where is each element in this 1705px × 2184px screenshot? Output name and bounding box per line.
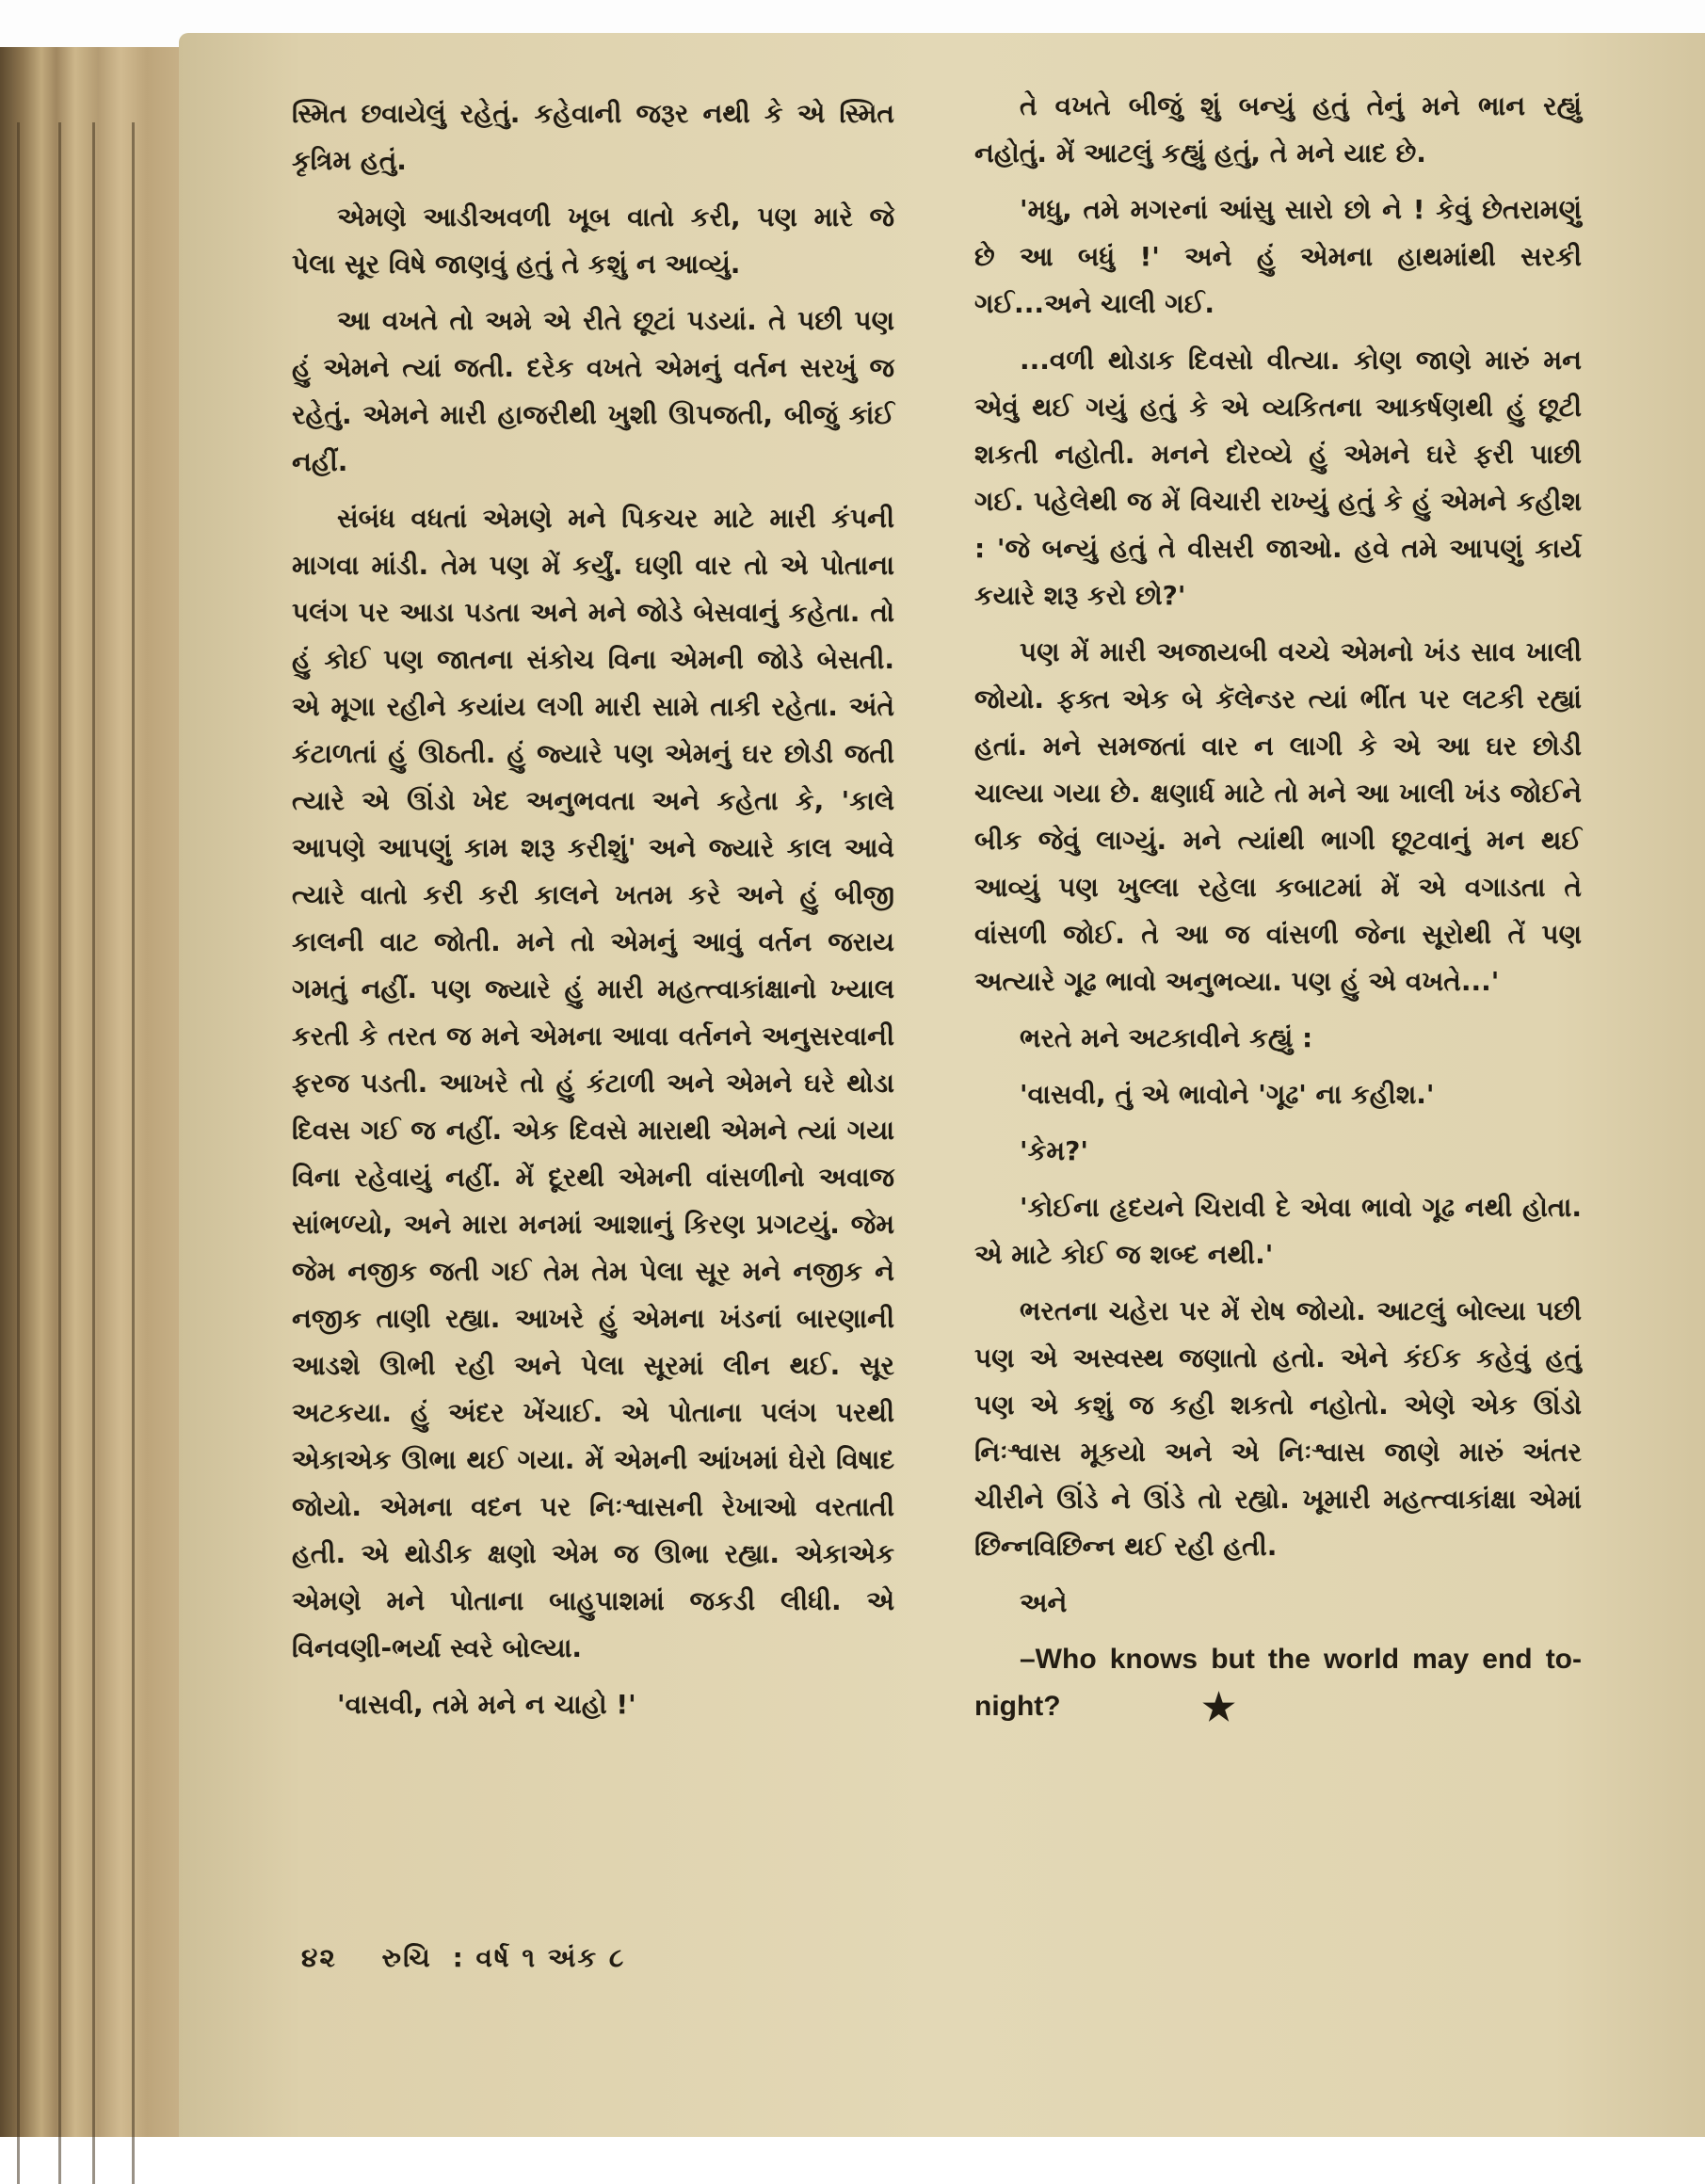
paragraph: 'વાસવી, તું એ ભાવોને 'ગૂઢ' ના કહીશ.' [1020,1079,1435,1110]
paragraph: ભરતે મને અટકાવીને કહ્યું : [1020,1022,1313,1053]
magazine-name: રુચિ [381,1942,432,1973]
page-footer [301,1942,659,1974]
page-number: ૪૨ [301,1942,337,1973]
star-icon: ★ [1201,1687,1236,1729]
page-edge-line [92,122,95,2184]
paragraph: પણ મેં મારી અજાયબી વચ્ચે એમનો ખંડ સાવ ખાલી જોયો. ફક્ત એક બે કૅલેન્ડર ત્યાં ભીંત પર લટકી રહ્યાં હતાં. મને સમજતાં વાર ન લાગી કે એ આ ઘર છોડી ચાલ્યા ગયા છે. ક્ષણાર્ધ માટે તો મને આ ખાલી ખંડ જોઈને બીક જેવું લાગ્યું. મને ત્યાંથી ભાગી છૂટવાનું મન થઈ આવ્યું પણ ખુલ્લા રહેલા કબાટમાં મેં એ વગાડતા તે વાંસળી જોઈ. તે આ જ વાંસળી જેના સૂરોથી તેં પણ અત્યારે ગૂઢ ભાવો અનુભવ્યા. પણ હું એ વખતે...' [974,636,1582,997]
paragraph: 'વાસવી, તમે મને ન ચાહો !' [337,1689,636,1720]
page-edge-line [132,122,135,2184]
issue-info: : વર્ષ ૧ અંક ૮ [452,1942,626,1973]
paragraph: ભરતના ચહેરા પર મેં રોષ જોયો. આટલું બોલ્યા પછી પણ એ અસ્વસ્થ જણાતો હતો. એને કંઈક કહેવું હતું પણ એ કશું જ કહી શકતો નહોતો. એણે એક ઊંડો નિઃશ્વાસ મૂકયો અને એ નિઃશ્વાસ જાણે મારું અંતર ચીરીને ઊંડે ને ઊંડે તો રહ્યો. ખૂમારી મહત્ત્વાકાંક્ષા એમાં છિન્નવિછિન્ન થઈ રહી હતી. [974,1295,1582,1562]
paragraph: એમણે આડીઅવળી ખૂબ વાતો કરી, પણ મારે જે પેલા સૂર વિષે જાણવું હતું તે કશું ન આવ્યું. [292,201,894,280]
paragraph: તે વખતે બીજું શું બન્યું હતું તેનું મને ભાન રહ્યું નહોતું. મેં આટલું કહ્યું હતું, તે મને યાદ છે. [974,90,1582,169]
book-page-edges [0,47,188,2137]
page-edge-line [17,122,20,2184]
right-text-column [974,83,1582,1731]
paragraph: 'મધુ, તમે મગરનાં આંસુ સારો છો ને ! કેવું છેતરામણું છે આ બધું !' અને હું એમના હાથમાંથી સરકી ગઈ...અને ચાલી ગઈ. [974,194,1582,319]
paragraph: અને [1020,1587,1068,1618]
paragraph: સંબંધ વધતાં એમણે મને પિકચર માટે મારી કંપની માગવા માંડી. તેમ પણ મેં કર્યું. ઘણી વાર તો એ પોતાના પલંગ પર આડા પડતા અને મને જોડે બેસવાનું કહેતા. તો હું કોઈ પણ જાતના સંકોચ વિના એમની જોડે બેસતી. એ મૂગા રહીને કયાંય લગી મારી સામે તાકી રહેતા. અંતે કંટાળતાં હું ઊઠતી. હું જ્યારે પણ એમનું ઘર છોડી જતી ત્યારે એ ઊંડો ખેદ અનુભવતા અને કહેતા કે, 'કાલે આપણે આપણું કામ શરૂ કરીશું' અને જ્યારે કાલ આવે ત્યારે વાતો કરી કરી કાલને ખતમ કરે અને હું બીજી કાલની વાટ જોતી. મને તો એમનું આવું વર્તન જરાય ગમતું નહીં. પણ જ્યારે હું મારી મહત્ત્વાકાંક્ષાનો ખ્યાલ કરતી કે તરત જ મને એમના આવા વર્તનને અનુસરવાની ફરજ પડતી. આખરે તો હું કંટાળી અને એમને ઘરે થોડા દિવસ ગઈ જ નહીં. એક દિવસે મારાથી એમને ત્યાં ગયા વિના રહેવાયું નહીં. મેં દૂરથી એમની વાંસળીનો અવાજ સાંભળ્યો, અને મારા મનમાં આશાનું કિરણ પ્રગટયું. જેમ જેમ નજીક જતી ગઈ તેમ તેમ પેલા સૂર મને નજીક ને નજીક તાણી રહ્યા. આખરે હું એમના ખંડનાં બારણાની આડશે ઊભી રહી અને પેલા સૂરમાં લીન થઈ. સૂર અટકયા. હું અંદર ખેંચાઈ. એ પોતાના પલંગ પરથી એકાએક ઊભા થઈ ગયા. મેં એમની આંખમાં ઘેરો વિષાદ જોયો. એમના વદન પર નિઃશ્વાસની રેખાઓ વરતાતી હતી. એ થોડીક ક્ષણો એમ જ ઊભા રહ્યા. એકાએક એમણે મને પોતાના બાહુપાશમાં જકડી લીધી. એ વિનવણી-ભર્યા સ્વરે બોલ્યા. [292,503,894,1663]
closing-quote [974,1636,1582,1731]
paragraph: સ્મિત છવાયેલું રહેતું. કહેવાની જરૂર નથી કે એ સ્મિત કૃત્રિમ હતું. [292,98,894,176]
left-text-column [292,90,894,1728]
page-edge-line [58,122,61,2184]
paragraph: ...વળી થોડાક દિવસો વીત્યા. કોણ જાણે મારું મન એવું થઈ ગયું હતું કે એ વ્યકિતના આકર્ષણથી હું છૂટી શકતી નહોતી. મનને દોરવ્યે હું એમને ઘરે ફરી પાછી ગઈ. પહેલેથી જ મેં વિચારી રાખ્યું હતું કે હું એમને કહીશ : 'જે બન્યું હતું તે વીસરી જાઓ. હવે તમે આપણું કાર્ય કયારે શરૂ કરો છો?' [974,345,1582,611]
paragraph: 'કોઈના હૃદયને ચિરાવી દે એવા ભાવો ગૂઢ નથી હોતા. એ માટે કોઈ જ શબ્દ નથી.' [974,1192,1582,1270]
closing-quote-text: –Who knows but the world may end to-night? [974,1644,1582,1722]
paragraph: 'કેમ?' [1020,1135,1088,1166]
paragraph: આ વખતે તો અમે એ રીતે છૂટાં પડયાં. તે પછી પણ હું એમને ત્યાં જતી. દરેક વખતે એમનું વર્તન સરખું જ રહેતું. એમને મારી હાજરીથી ખુશી ઊપજતી, બીજું કાંઈ નહીં. [292,305,894,477]
